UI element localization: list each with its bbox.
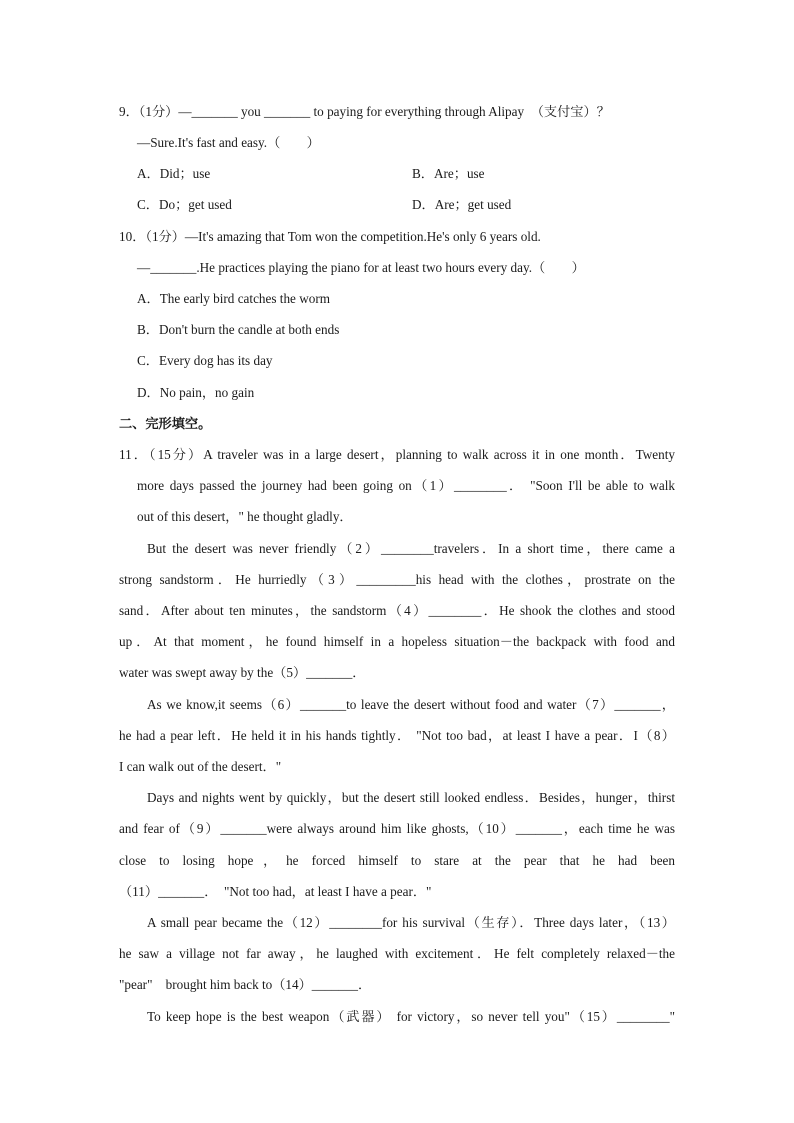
q9-option-d: D．Are；get used xyxy=(412,197,512,212)
q11-line: close to losing hope，he forced himself to stare at the pear that he had been xyxy=(119,853,675,868)
q11-line: As we know,it seems（6）_______to leave the desert without food and water（7）_______， xyxy=(147,697,675,712)
q11-line: Days and nights went by quickly，but the desert still looked endless．Besides，hunger，thirst xyxy=(147,790,675,805)
q11-line: I can walk out of the desert．" xyxy=(119,759,282,774)
q10-reply: —_______.He practices playing the piano for at least two hours every day.（ ） xyxy=(137,260,585,275)
q11-line: and fear of（9）_______were always around him like ghosts,（10）_______，each time he was xyxy=(119,821,675,836)
q11-line: sand．After about ten minutes，the sandstorm（4）________．He shook the clothes and stood xyxy=(119,603,675,618)
q11-line: To keep hope is the best weapon（武器） for victory，so never tell you"（15）________" xyxy=(147,1009,675,1024)
q10-option-c: C．Every dog has its day xyxy=(137,353,273,368)
q11-line: strong sandstorm．He hurriedly（3）_________his head with the clothes，prostrate on the xyxy=(119,572,675,587)
q11-line: water was swept away by the（5）_______． xyxy=(119,665,366,680)
q10-option-b: B．Don't burn the candle at both ends xyxy=(137,322,340,337)
q11-line: "pear" brought him back to（14）_______． xyxy=(119,977,372,992)
q11-line: 11．（15分）A traveler was in a large desert，planning to walk across it in one month．Twenty xyxy=(119,447,675,462)
q11-line: But the desert was never friendly（2）________travelers．In a short time，there came a xyxy=(147,541,675,556)
q9-stem: 9．（1分）—_______ you _______ to paying for everything through Alipay （支付宝）？ xyxy=(119,104,610,119)
q11-line: A small pear became the（12）________for his survival（生存）．Three days later，（13） xyxy=(147,915,675,930)
q11-line: more days passed the journey had been going on（1）________． "Soon I'll be able to walk xyxy=(137,478,675,493)
q11-line: he saw a village not far away，he laughed with excitement．He felt completely relaxed－the xyxy=(119,946,675,961)
q10-option-a: A．The early bird catches the worm xyxy=(137,291,330,306)
q10-option-d: D．No pain，no gain xyxy=(137,385,255,400)
q10-stem: 10．（1分）—It's amazing that Tom won the competition.He's only 6 years old. xyxy=(119,229,541,244)
q9-reply: —Sure.It's fast and easy.（ ） xyxy=(137,135,320,150)
q11-line: up．At that moment，he found himself in a hopeless situation－the backpack with food and xyxy=(119,634,675,649)
section-title: 二、完形填空。 xyxy=(119,416,212,431)
q9-option-c: C．Do；get used xyxy=(137,197,232,212)
q11-line: （11）_______． "Not too had，at least I have a pear．" xyxy=(119,884,432,899)
q9-option-a: A．Did；use xyxy=(137,166,211,181)
q11-line: out of this desert，" he thought gladly． xyxy=(137,509,353,524)
q11-line: he had a pear left．He held it in his hands tightly． "Not too bad，at least I have a pear．I（8） xyxy=(119,728,675,743)
q9-option-b: B．Are；use xyxy=(412,166,485,181)
